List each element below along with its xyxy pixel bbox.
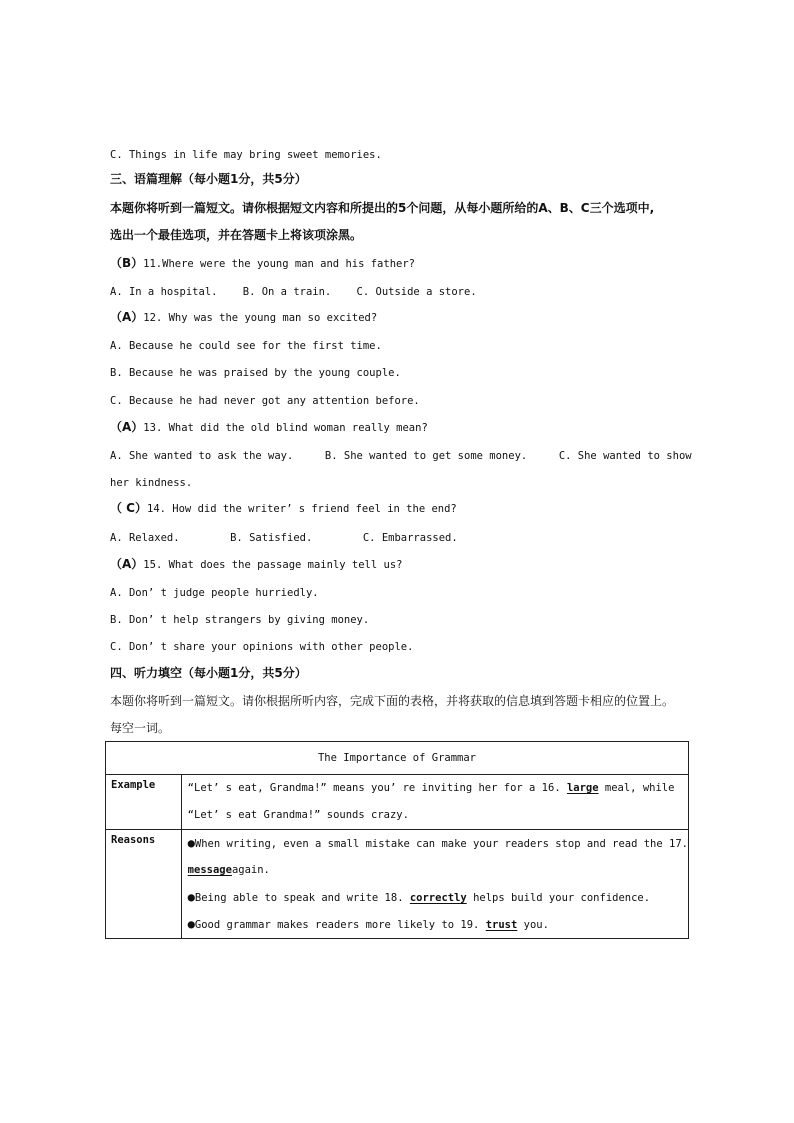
section4-instruction-2: 每空一词。 — [110, 721, 171, 735]
question-15 — [110, 556, 402, 573]
answer-13: （A） — [110, 420, 144, 434]
answer-15: （A） — [110, 557, 144, 571]
stem-12: 12. Why was the young man so excited? — [143, 312, 378, 324]
option-c-prev: C. Things in life may bring sweet memories. — [110, 149, 382, 161]
answer-14: （ C） — [110, 501, 147, 515]
answer-11: （B） — [110, 256, 144, 270]
section3-heading: 三、语篇理解（每小题1分，共5分） — [110, 172, 307, 186]
options-11: A. In a hospital. B. On a train. C. Outside a store. — [110, 286, 477, 298]
option-12-a: A. Because he could see for the first time. — [110, 340, 382, 352]
option-12-b: B. Because he was praised by the young couple. — [110, 367, 401, 379]
reason-2: ●Being able to speak and write 18. correctly helps build your confidence. — [187, 890, 651, 904]
blank-18: correctly — [409, 892, 467, 904]
option-15-a: A. Don’ t judge people hurriedly. — [110, 587, 319, 599]
table-title: The Importance of Grammar — [106, 742, 689, 775]
blank-16: large — [566, 782, 599, 794]
section4-instruction-1: 本题你将听到一篇短文。请你根据所听内容，完成下面的表格，并将获取的信息填到答题卡相应的位置上。 — [110, 694, 675, 708]
reasons-label: Reasons — [106, 830, 182, 939]
question-14 — [110, 500, 457, 517]
bullet-icon: ● — [187, 890, 195, 904]
stem-11: 11.Where were the young man and his father? — [143, 258, 415, 270]
question-11 — [110, 255, 415, 272]
example-label: Example — [106, 775, 182, 830]
stem-13: 13. What did the old blind woman really mean? — [143, 422, 428, 434]
example-cell — [181, 775, 688, 830]
options-14: A. Relaxed. B. Satisfied. C. Embarrassed. — [110, 532, 458, 544]
section4-heading: 四、听力填空（每小题1分，共5分） — [110, 666, 307, 680]
options-13: A. She wanted to ask the way. B. She wanted to get some money. C. She wanted to show — [110, 450, 692, 462]
bullet-icon: ● — [187, 917, 195, 931]
example-line-2: “Let’ s eat Grandma!” sounds crazy. — [187, 809, 409, 821]
reasons-cell — [181, 830, 688, 939]
answer-12: （A） — [110, 310, 144, 324]
option-15-c: C. Don’ t share your opinions with other people. — [110, 641, 414, 653]
reason-3: ●Good grammar makes readers more likely to 19. trust you. — [187, 917, 549, 931]
bullet-icon: ● — [187, 836, 195, 850]
stem-15: 15. What does the passage mainly tell us? — [143, 559, 403, 571]
options-13-cont: her kindness. — [110, 477, 193, 489]
reason-1-line-1: ●When writing, even a small mistake can make your readers stop and read the 17. — [187, 836, 688, 850]
question-13 — [110, 419, 428, 436]
reason-1-line-2: messageagain. — [187, 864, 270, 876]
example-line-1: “Let’ s eat, Grandma!” means you’ re inviting her for a 16. large meal, while — [187, 782, 675, 794]
option-12-c: C. Because he had never got any attention before. — [110, 395, 420, 407]
blank-19: trust — [485, 919, 518, 931]
option-15-b: B. Don’ t help strangers by giving money. — [110, 614, 370, 626]
section3-instruction-1: 本题你将听到一篇短文。请你根据短文内容和所提出的5个问题，从每小题所给的A、B、C三个选项中, — [110, 201, 655, 215]
blank-17: message — [187, 864, 232, 876]
grammar-table — [105, 741, 689, 939]
section3-instruction-2: 选出一个最佳选项，并在答题卡上将该项涂黑。 — [110, 228, 363, 242]
stem-14: 14. How did the writer’ s friend feel in the end? — [147, 503, 457, 515]
question-12 — [110, 309, 377, 326]
